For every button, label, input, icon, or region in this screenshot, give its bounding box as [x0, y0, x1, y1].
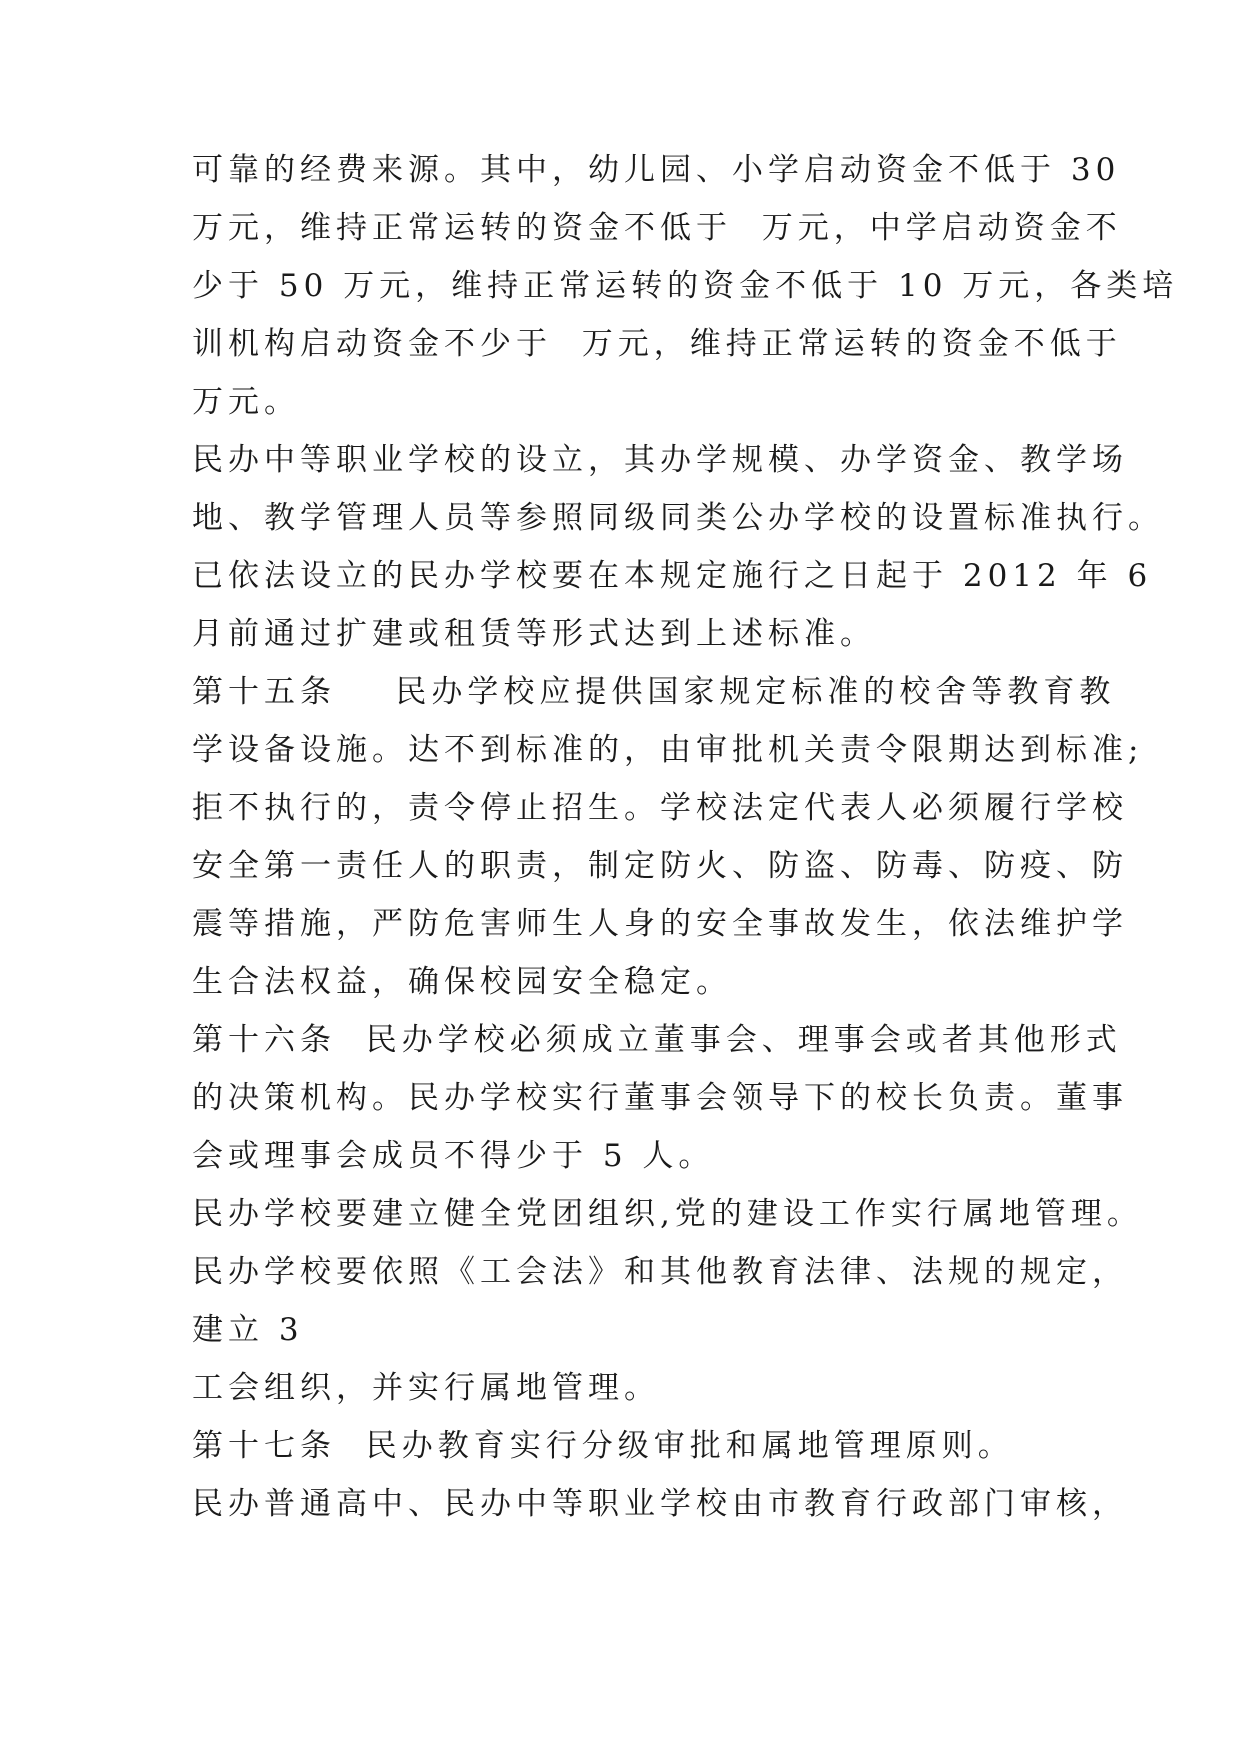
- text-line: 民办学校要建立健全党团组织,党的建设工作实行属地管理。: [192, 1196, 1143, 1232]
- text-line: 月前通过扩建或租赁等形式达到上述标准。: [192, 616, 876, 652]
- text-line: 震等措施，严防危害师生人身的安全事故发生，依法维护学: [192, 906, 1128, 942]
- text-line: 民办普通高中、民办中等职业学校由市教育行政部门审核，: [192, 1486, 1128, 1522]
- text-line: 民办学校要依照《工会法》和其他教育法律、法规的规定，: [192, 1254, 1128, 1290]
- text-line: 民办中等职业学校的设立，其办学规模、办学资金、教学场: [192, 442, 1128, 478]
- text-line: 少于 50 万元，维持正常运转的资金不低于 10 万元，各类培: [192, 268, 1179, 304]
- text-line: 已依法设立的民办学校要在本规定施行之日起于 2012 年 6: [192, 558, 1153, 594]
- text-line: 训机构启动资金不少于 万元，维持正常运转的资金不低于: [192, 326, 1122, 362]
- text-line: 可靠的经费来源。其中，幼儿园、小学启动资金不低于 30: [192, 152, 1121, 188]
- text-line: 第十六条 民办学校必须成立董事会、理事会或者其他形式: [192, 1022, 1122, 1058]
- text-line: 工会组织，并实行属地管理。: [192, 1370, 660, 1406]
- text-line: 建立 3: [192, 1312, 304, 1348]
- text-line: 万元。: [192, 384, 300, 420]
- text-line: 会或理事会成员不得少于 5 人。: [192, 1138, 715, 1174]
- text-line: 第十七条 民办教育实行分级审批和属地管理原则。: [192, 1428, 1014, 1464]
- text-line: 生合法权益，确保校园安全稳定。: [192, 964, 732, 1000]
- text-line: 学设备设施。达不到标准的，由审批机关责令限期达到标准;: [192, 732, 1144, 768]
- text-line: 地、教学管理人员等参照同级同类公办学校的设置标准执行。: [192, 500, 1164, 536]
- text-line: 第十五条 民办学校应提供国家规定标准的校舍等教育教: [192, 674, 1116, 710]
- text-line: 拒不执行的，责令停止招生。学校法定代表人必须履行学校: [192, 790, 1128, 826]
- text-line: 万元，维持正常运转的资金不低于 万元，中学启动资金不: [192, 210, 1122, 246]
- text-line: 安全第一责任人的职责，制定防火、防盗、防毒、防疫、防: [192, 848, 1128, 884]
- text-line: 的决策机构。民办学校实行董事会领导下的校长负责。董事: [192, 1080, 1128, 1116]
